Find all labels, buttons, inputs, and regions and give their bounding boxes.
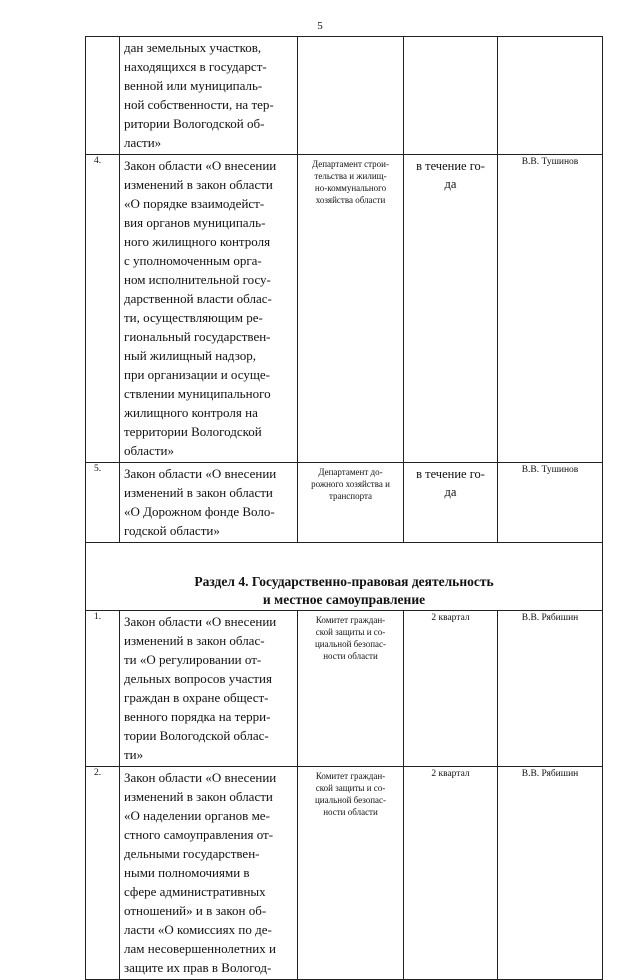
row-number (86, 37, 120, 155)
page-number: 5 (317, 20, 323, 32)
section-row (86, 543, 603, 611)
law-title: Закон области «О внесении изменений в закон области «О порядке взаимодейст- вия органов муниципаль- ного жилищного контроля с уполномоченным орга- ном исполнительной госу- дарственной власти облас- ти, осуществляющим ре- гиональный государствен- ный жилищный надзор, при организации и осуще- ствлении муниципального жилищного контроля на территории Вологодской области» (120, 155, 298, 463)
table-row (86, 611, 603, 767)
row-number: 1. (86, 611, 120, 767)
responsible-person (498, 37, 603, 155)
row-number: 4. (86, 155, 120, 463)
responsible-person: В.В. Рябишин (498, 767, 603, 980)
responsible-department (298, 37, 404, 155)
row-number: 2. (86, 767, 120, 980)
section-title: Раздел 4. Государственно-правовая деятельность и местное самоуправление (86, 543, 603, 611)
deadline (404, 37, 498, 155)
responsible-department: Департамент строи- тельства и жилищ- но-коммунального хозяйства области (298, 155, 404, 463)
responsible-person: В.В. Рябишин (498, 611, 603, 767)
responsible-person: В.В. Тушинов (498, 463, 603, 543)
table-row (86, 767, 603, 980)
law-title: Закон области «О внесении изменений в закон области «О наделении органов ме- стного самоуправления от- дельными государствен- ными полномочиями в сфере административных отношений» и в закон об- ласти «О комиссиях по де- лам несовершеннолетних и защите их прав в Вологод- (120, 767, 298, 980)
plan-table (85, 36, 603, 980)
responsible-department: Комитет граждан- ской защиты и со- циальной безопас- ности области (298, 611, 404, 767)
deadline: в течение го- да (404, 463, 498, 543)
deadline: 2 квартал (404, 611, 498, 767)
responsible-person: В.В. Тушинов (498, 155, 603, 463)
table-row (86, 155, 603, 463)
row-number: 5. (86, 463, 120, 543)
responsible-department: Департамент до- рожного хозяйства и транспорта (298, 463, 404, 543)
table-row (86, 37, 603, 155)
deadline: 2 квартал (404, 767, 498, 980)
law-title: дан земельных участков, находящихся в государст- венной или муниципаль- ной собственности, на тер- ритории Вологодской об- ласти» (120, 37, 298, 155)
deadline: в течение го- да (404, 155, 498, 463)
responsible-department: Комитет граждан- ской защиты и со- циальной безопас- ности области (298, 767, 404, 980)
law-title: Закон области «О внесении изменений в закон области «О Дорожном фонде Воло- годской области» (120, 463, 298, 543)
law-title: Закон области «О внесении изменений в закон облас- ти «О регулировании от- дельных вопросов участия граждан в охране общест- венного порядка на терри- тории Вологодской облас- ти» (120, 611, 298, 767)
table-row (86, 463, 603, 543)
